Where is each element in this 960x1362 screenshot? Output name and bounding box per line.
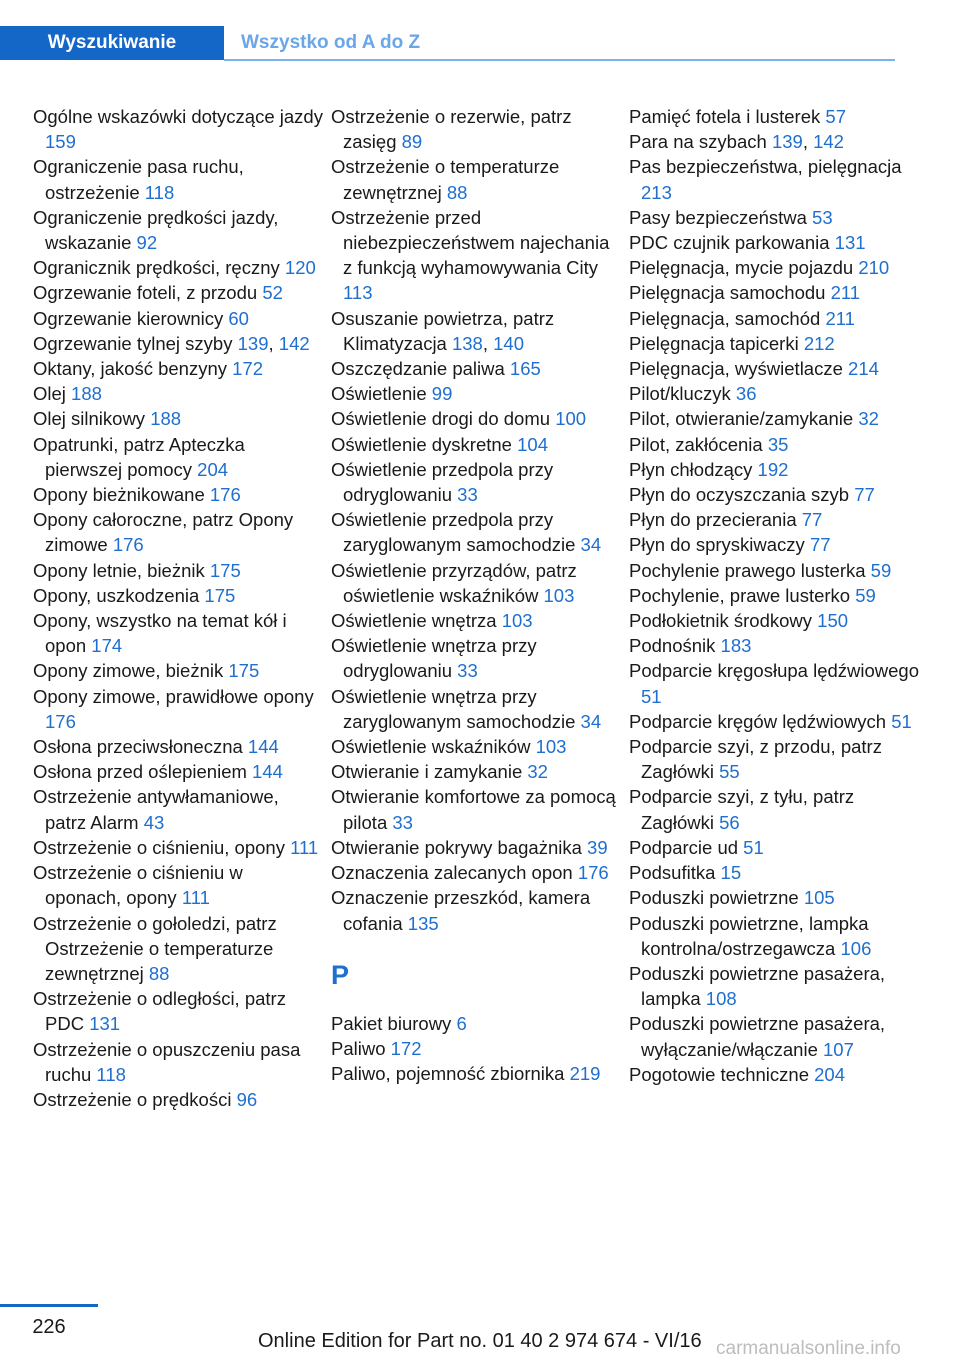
page-link[interactable]: 32 bbox=[858, 408, 879, 430]
page-link[interactable]: 140 bbox=[493, 332, 525, 354]
index-entry bbox=[629, 255, 919, 280]
index-entry: Ogrzewanie tylnej szyby 139, 142 bbox=[33, 332, 310, 354]
page-link[interactable]: 175 bbox=[228, 660, 260, 682]
index-entry bbox=[331, 507, 621, 557]
index-entry bbox=[33, 1037, 323, 1087]
index-entry bbox=[629, 633, 919, 658]
index-entry bbox=[33, 658, 323, 683]
page-link[interactable]: 39 bbox=[587, 836, 608, 858]
page-link[interactable]: 6 bbox=[456, 1012, 467, 1034]
index-term: Paliwo bbox=[331, 1037, 386, 1059]
page-link[interactable]: 219 bbox=[569, 1063, 601, 1085]
index-entry bbox=[629, 406, 919, 431]
index-entry bbox=[629, 457, 919, 482]
page-link[interactable]: 192 bbox=[757, 458, 789, 480]
page-link[interactable]: 104 bbox=[517, 433, 548, 455]
page-link[interactable]: 77 bbox=[854, 484, 875, 506]
index-term: Opony, wszystko na temat kół i opon bbox=[33, 610, 287, 657]
index-entry bbox=[629, 381, 919, 406]
index-entry bbox=[331, 205, 621, 306]
index-entry bbox=[629, 608, 919, 633]
page-link[interactable]: 33 bbox=[392, 811, 413, 833]
page-link[interactable]: 131 bbox=[834, 232, 866, 254]
index-entry bbox=[33, 986, 323, 1036]
index-entry bbox=[33, 860, 323, 910]
index-term: Olej silnikowy bbox=[33, 408, 146, 430]
page-link[interactable]: 118 bbox=[96, 1063, 126, 1085]
page-link[interactable]: 175 bbox=[209, 559, 241, 581]
index-term: Oświetlenie dyskretne bbox=[331, 433, 512, 455]
index-entry bbox=[33, 835, 323, 860]
index-term: Poduszki powietrzne pasażera, lampka bbox=[629, 962, 886, 1010]
page-link[interactable]: 100 bbox=[555, 408, 587, 430]
index-entry bbox=[33, 608, 323, 658]
page-link[interactable]: 172 bbox=[390, 1037, 422, 1059]
index-term: Opatrunki, patrz Apteczka pierwszej pomocy bbox=[33, 433, 245, 480]
index-term: Opony zimowe, prawidłowe opony bbox=[33, 685, 314, 707]
page-link[interactable]: 210 bbox=[858, 257, 890, 279]
page-number: 226 bbox=[32, 1316, 66, 1338]
index-term: Otwieranie pokrywy bagażnika bbox=[331, 836, 582, 858]
page-link[interactable]: 88 bbox=[446, 181, 468, 203]
index-entry bbox=[331, 104, 621, 154]
index-term: Osuszanie powietrza, patrz Klimatyzacja bbox=[331, 307, 555, 354]
page-link[interactable]: 99 bbox=[431, 383, 453, 405]
page-link[interactable]: 142 bbox=[278, 332, 310, 354]
index-entry bbox=[629, 205, 919, 230]
index-term: Ostrzeżenie o gołoledzi, patrz Ostrzeżenie o temperaturze zewnętrznej bbox=[33, 912, 277, 984]
index-column-1 bbox=[33, 104, 323, 1112]
index-entry bbox=[331, 784, 621, 834]
index-entry bbox=[331, 633, 621, 683]
index-term: Otwieranie i zamykanie bbox=[331, 761, 523, 783]
index-term: Ostrzeżenie przed niebezpieczeństwem najechania z funkcją wyhamowywania City bbox=[331, 206, 610, 279]
page-link[interactable]: 103 bbox=[501, 610, 533, 632]
index-term: Pogotowie techniczne bbox=[629, 1063, 809, 1085]
index-term: Opony bieżnikowane bbox=[33, 484, 205, 506]
index-entry bbox=[33, 507, 323, 557]
index-term: Ogrzewanie foteli, z przodu bbox=[33, 282, 258, 304]
index-entry bbox=[629, 230, 919, 255]
index-term: Ostrzeżenie o opuszczeniu pasa ruchu bbox=[33, 1038, 301, 1085]
index-entry bbox=[629, 558, 919, 583]
index-term: Opony całoroczne, patrz Opony zimowe bbox=[33, 509, 294, 556]
index-term: Podparcie kręgów lędźwiowych bbox=[629, 710, 887, 732]
page-link[interactable]: 176 bbox=[112, 534, 144, 556]
index-term: Ogranicznik prędkości, ręczny bbox=[33, 257, 280, 279]
index-entry bbox=[331, 356, 621, 381]
page-link[interactable]: 211 bbox=[830, 282, 861, 304]
page-link[interactable]: 32 bbox=[527, 761, 548, 783]
page-link[interactable]: 175 bbox=[204, 584, 236, 606]
page-link[interactable]: 144 bbox=[247, 736, 279, 758]
index-term: Oktany, jakość benzyny bbox=[33, 358, 227, 380]
index-term: Ostrzeżenie o prędkości bbox=[33, 1088, 232, 1110]
index-term: Pielęgnacja, wyświetlacze bbox=[629, 358, 843, 380]
index-term: Pamięć fotela i lusterek bbox=[629, 106, 821, 127]
page-link[interactable]: 33 bbox=[457, 484, 478, 506]
index-term: Pas bezpieczeństwa, pielęgnacja bbox=[629, 156, 902, 178]
index-entry bbox=[33, 306, 323, 331]
index-entry bbox=[629, 835, 919, 860]
index-term: Płyn chłodzący bbox=[629, 458, 753, 480]
index-entry bbox=[33, 734, 323, 759]
page-link[interactable]: 138 bbox=[451, 332, 483, 354]
page-link[interactable]: 174 bbox=[91, 635, 123, 657]
page-link[interactable]: 213 bbox=[641, 181, 672, 203]
index-entry bbox=[629, 356, 919, 381]
page-link[interactable]: 15 bbox=[720, 862, 742, 884]
index-term: Opony, uszkodzenia bbox=[33, 584, 200, 606]
index-entry: Para na szybach 139, 142 bbox=[629, 131, 844, 153]
index-term: Opony zimowe, bieżnik bbox=[33, 660, 224, 682]
index-entry bbox=[629, 1062, 919, 1087]
index-column-3 bbox=[629, 104, 919, 1087]
index-term: Podparcie kręgosłupa lędźwiowego bbox=[629, 660, 920, 682]
index-entry bbox=[331, 860, 621, 885]
index-term: Ograniczenie pasa ruchu, ostrzeżenie bbox=[33, 156, 244, 203]
page-link[interactable]: 51 bbox=[641, 685, 662, 707]
index-term: Oświetlenie przedpola przy zaryglowanym samochodzie bbox=[331, 509, 576, 556]
index-entry bbox=[331, 432, 621, 457]
page-link[interactable]: 204 bbox=[197, 458, 229, 480]
page-link[interactable]: 92 bbox=[136, 232, 158, 254]
page-link[interactable]: 77 bbox=[801, 509, 823, 531]
footer-rule bbox=[0, 1304, 98, 1307]
page-link[interactable]: 51 bbox=[891, 710, 912, 732]
index-entry bbox=[33, 558, 323, 583]
index-term: Ostrzeżenie o odległości, patrz PDC bbox=[33, 988, 286, 1035]
page-link[interactable]: 139 bbox=[237, 332, 269, 354]
index-entry bbox=[33, 759, 323, 784]
page-link[interactable]: 57 bbox=[825, 106, 846, 127]
index-entry bbox=[33, 356, 323, 381]
index-term: Otwieranie komfortowe za pomocą pilota bbox=[331, 786, 616, 833]
index-term: Osłona przeciwsłoneczna bbox=[33, 736, 243, 758]
page-link[interactable]: 176 bbox=[209, 484, 241, 506]
page-link[interactable]: 107 bbox=[823, 1038, 854, 1060]
page-link[interactable]: 56 bbox=[719, 811, 740, 833]
index-term: Oznaczenie przeszkód, kamera cofania bbox=[331, 887, 591, 934]
page-link[interactable]: 188 bbox=[71, 383, 102, 405]
index-term: Olej bbox=[33, 383, 66, 405]
index-entry bbox=[331, 684, 621, 734]
index-term: Płyn do oczyszczania szyb bbox=[629, 484, 850, 506]
index-entry bbox=[331, 885, 621, 935]
page-link[interactable]: 35 bbox=[767, 433, 789, 455]
header-bar bbox=[0, 26, 895, 62]
index-term: Ostrzeżenie o ciśnieniu w oponach, opony bbox=[33, 862, 243, 909]
page-link[interactable]: 111 bbox=[290, 836, 319, 858]
index-entry bbox=[629, 482, 919, 507]
index-term: Płyn do przecierania bbox=[629, 509, 797, 531]
index-entry bbox=[331, 835, 621, 860]
page-link[interactable]: 172 bbox=[232, 358, 264, 380]
index-term: Oświetlenie wskaźników bbox=[331, 736, 531, 758]
index-entry bbox=[33, 280, 323, 305]
page-link[interactable]: 176 bbox=[577, 862, 609, 884]
page-link[interactable]: 33 bbox=[457, 660, 478, 682]
index-entry bbox=[629, 709, 919, 734]
index-term: Para na szybach bbox=[629, 131, 767, 153]
index-entry bbox=[33, 482, 323, 507]
index-entry bbox=[331, 457, 621, 507]
page-link[interactable]: 59 bbox=[855, 584, 876, 606]
page-link[interactable]: 120 bbox=[284, 257, 316, 279]
index-entry bbox=[629, 885, 919, 910]
index-term: Oświetlenie przyrządów, patrz oświetlenie wskaźników bbox=[331, 559, 577, 606]
index-term: PDC czujnik parkowania bbox=[629, 232, 830, 254]
index-term: Osłona przed oślepieniem bbox=[33, 761, 247, 783]
index-entry bbox=[331, 558, 621, 608]
page-link[interactable]: 59 bbox=[870, 559, 892, 581]
index-term: Opony letnie, bieżnik bbox=[33, 559, 205, 581]
index-term: Pasy bezpieczeństwa bbox=[629, 206, 807, 228]
page-link[interactable]: 150 bbox=[817, 610, 849, 632]
index-entry bbox=[33, 381, 323, 406]
section-letter: P bbox=[331, 959, 350, 990]
index-term: Pielęgnacja tapicerki bbox=[629, 332, 799, 354]
index-entry bbox=[629, 911, 919, 961]
page-link[interactable]: 55 bbox=[719, 761, 740, 783]
index-entry bbox=[33, 1087, 323, 1112]
index-entry bbox=[629, 280, 919, 305]
index-term: Pochylenie prawego lusterka bbox=[629, 559, 866, 581]
page-link[interactable]: 135 bbox=[407, 912, 439, 934]
page-link[interactable]: 142 bbox=[813, 131, 844, 153]
index-term: Oświetlenie przedpola przy odryglowaniu bbox=[331, 458, 554, 506]
page-link[interactable]: 211 bbox=[825, 307, 855, 329]
index-term: Podsufitka bbox=[629, 862, 716, 884]
index-entry bbox=[331, 154, 621, 204]
page-link[interactable]: 108 bbox=[705, 988, 737, 1010]
page-link[interactable]: 188 bbox=[150, 408, 182, 430]
index-entry bbox=[629, 658, 919, 708]
index-term: Ostrzeżenie antywłamaniowe, patrz Alarm bbox=[33, 786, 279, 833]
index-term: Pielęgnacja, mycie pojazdu bbox=[629, 257, 854, 279]
index-term: Oznaczenia zalecanych opon bbox=[331, 862, 573, 884]
page-link[interactable]: 214 bbox=[848, 358, 879, 380]
index-entry bbox=[33, 911, 323, 987]
index-entry bbox=[33, 583, 323, 608]
page-link[interactable]: 212 bbox=[803, 332, 835, 354]
index-term: Pilot/kluczyk bbox=[629, 383, 731, 405]
index-term: Ostrzeżenie o temperaturze zewnętrznej bbox=[331, 156, 560, 203]
page-link[interactable]: 77 bbox=[809, 534, 831, 556]
index-entry bbox=[331, 1036, 621, 1061]
index-term: Podparcie ud bbox=[629, 836, 739, 858]
index-entry bbox=[33, 255, 323, 280]
page-link[interactable]: 165 bbox=[509, 358, 541, 380]
index-term: Pilot, zakłócenia bbox=[629, 433, 763, 455]
watermark: carmanualsonline.info bbox=[716, 1338, 901, 1359]
index-term: Poduszki powietrzne, lampka kontrolna/ostrzegawcza bbox=[629, 912, 869, 959]
index-entry bbox=[33, 205, 323, 255]
page-link[interactable]: 111 bbox=[181, 887, 210, 909]
page-link[interactable]: 53 bbox=[812, 206, 833, 228]
index-entry: Osuszanie powietrza, patrz Klimatyzacja 138, 140 bbox=[331, 307, 555, 354]
page-link[interactable]: 144 bbox=[252, 761, 283, 783]
index-term: Podłokietnik środkowy bbox=[629, 610, 813, 632]
index-term: Pilot, otwieranie/zamykanie bbox=[629, 408, 854, 430]
page-link[interactable]: 96 bbox=[236, 1088, 258, 1110]
index-entry bbox=[331, 381, 621, 406]
page-link[interactable]: 176 bbox=[45, 710, 76, 732]
page-link[interactable]: 60 bbox=[228, 307, 249, 329]
page-link[interactable]: 88 bbox=[148, 962, 170, 984]
index-term: Oszczędzanie paliwa bbox=[331, 358, 505, 380]
index-term: Ogrzewanie tylnej szyby bbox=[33, 332, 233, 354]
index-entry bbox=[33, 104, 323, 154]
index-entry bbox=[331, 734, 621, 759]
index-term: Płyn do spryskiwaczy bbox=[629, 534, 805, 556]
index-term: Pielęgnacja samochodu bbox=[629, 282, 826, 304]
index-entry bbox=[33, 406, 323, 431]
page-link[interactable]: 139 bbox=[771, 131, 803, 153]
index-term: Oświetlenie drogi do domu bbox=[331, 408, 551, 430]
index-entry bbox=[33, 154, 323, 204]
index-term: Oświetlenie wnętrza przy odryglowaniu bbox=[331, 635, 537, 682]
index-term: Oświetlenie wnętrza przy zaryglowanym samochodzie bbox=[331, 685, 576, 732]
index-entry bbox=[629, 734, 919, 784]
page-link[interactable]: 105 bbox=[803, 887, 835, 909]
index-entry bbox=[629, 154, 919, 204]
index-term: Paliwo, pojemność zbiornika bbox=[331, 1063, 565, 1085]
index-entry bbox=[629, 961, 919, 1011]
page-link[interactable]: 113 bbox=[343, 282, 373, 304]
index-term: Pochylenie, prawe lusterko bbox=[629, 584, 851, 606]
index-term: Podparcie szyi, z tyłu, patrz Zagłówki bbox=[629, 786, 855, 833]
index-entry bbox=[33, 684, 323, 734]
index-entry bbox=[629, 104, 919, 129]
index-entry bbox=[629, 432, 919, 457]
page-link[interactable]: 103 bbox=[535, 736, 567, 758]
index-entry bbox=[331, 608, 621, 633]
index-entry bbox=[331, 759, 621, 784]
page-link[interactable]: 118 bbox=[144, 181, 175, 203]
page-link[interactable]: 51 bbox=[743, 836, 764, 858]
page-link[interactable]: 106 bbox=[840, 937, 872, 959]
index-entry bbox=[629, 784, 919, 834]
tab-all-a-to-z[interactable]: Wszystko od A do Z bbox=[241, 32, 421, 53]
index-term: Podparcie szyi, z przodu, patrz Zagłówki bbox=[629, 736, 882, 783]
tab-search[interactable]: Wyszukiwanie bbox=[0, 26, 224, 60]
index-entry bbox=[331, 1011, 621, 1036]
index-term: Pakiet biurowy bbox=[331, 1012, 452, 1034]
index-entry bbox=[33, 784, 323, 834]
edition-text: Online Edition for Part no. 01 40 2 974 674 - VI/16 bbox=[258, 1330, 702, 1352]
index-term: Oświetlenie bbox=[331, 383, 427, 405]
page-link[interactable]: 43 bbox=[143, 811, 165, 833]
page-link[interactable]: 52 bbox=[262, 282, 283, 304]
page-link[interactable]: 159 bbox=[45, 131, 76, 153]
page-link[interactable]: 204 bbox=[814, 1063, 845, 1085]
index-entry bbox=[629, 860, 919, 885]
index-term: Poduszki powietrzne pasażera, wyłączanie/włączanie bbox=[629, 1013, 886, 1060]
index-column-2 bbox=[331, 104, 621, 1086]
page-link[interactable]: 34 bbox=[580, 710, 602, 732]
index-term: Pielęgnacja, samochód bbox=[629, 307, 821, 329]
index-entry bbox=[629, 1011, 919, 1061]
header-divider bbox=[224, 59, 895, 61]
index-entry bbox=[331, 406, 621, 431]
index-term: Ogólne wskazówki dotyczące jazdy bbox=[33, 106, 323, 127]
index-entry bbox=[33, 432, 323, 482]
index-term: Oświetlenie wnętrza bbox=[331, 610, 497, 632]
page-link[interactable]: 131 bbox=[89, 1013, 121, 1035]
page-link[interactable]: 89 bbox=[401, 131, 423, 153]
page-link[interactable]: 183 bbox=[720, 635, 752, 657]
index-entry bbox=[629, 532, 919, 557]
index-term: Ostrzeżenie o ciśnieniu, opony bbox=[33, 836, 285, 858]
index-term: Poduszki powietrzne bbox=[629, 887, 799, 909]
page-link[interactable]: 103 bbox=[543, 584, 575, 606]
page-link[interactable]: 36 bbox=[735, 383, 757, 405]
page-link[interactable]: 34 bbox=[580, 534, 602, 556]
index-entry bbox=[629, 583, 919, 608]
index-term: Ogrzewanie kierownicy bbox=[33, 307, 224, 329]
index-term: Podnośnik bbox=[629, 635, 716, 657]
index-term: Ograniczenie prędkości jazdy, wskazanie bbox=[33, 206, 279, 254]
index-entry bbox=[629, 331, 919, 356]
index-entry bbox=[629, 507, 919, 532]
index-entry bbox=[331, 1061, 621, 1086]
index-entry bbox=[629, 306, 919, 331]
index-term: Ostrzeżenie o rezerwie, patrz zasięg bbox=[331, 106, 572, 153]
